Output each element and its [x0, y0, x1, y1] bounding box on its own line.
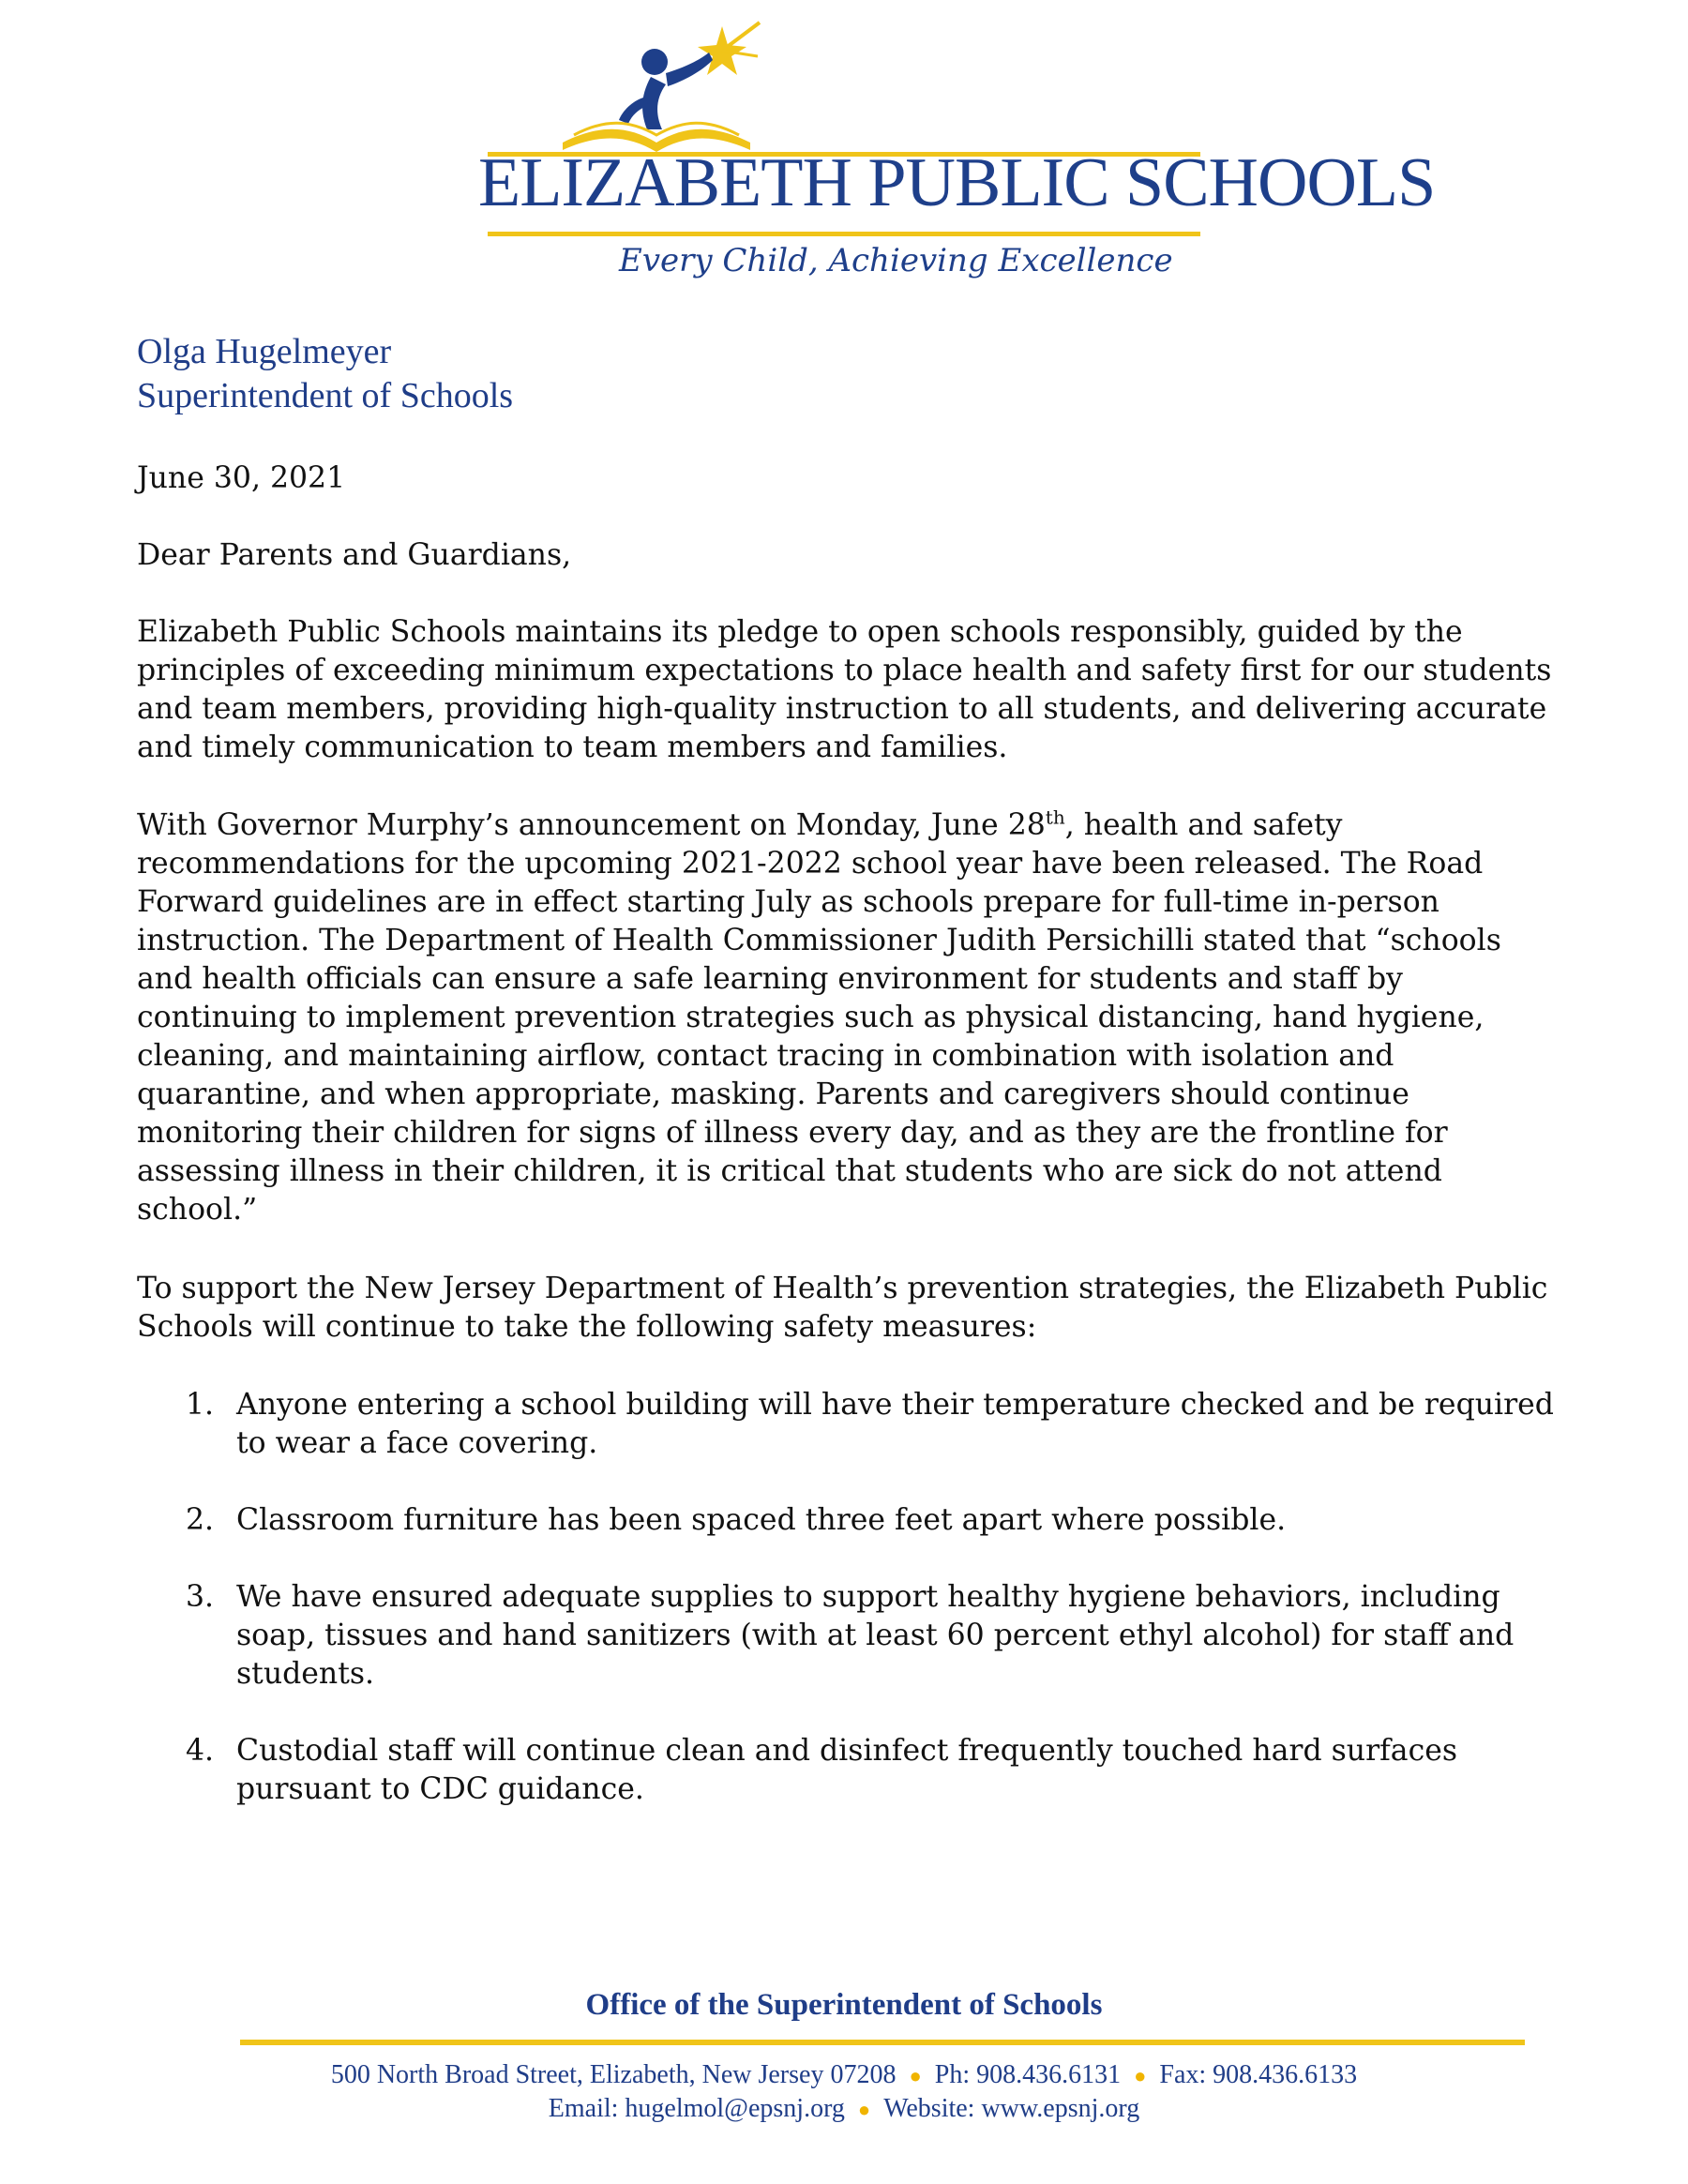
- sender-block: [137, 330, 513, 418]
- paragraph-2-start: With Governor Murphy’s announcement on Monday, June 28: [137, 808, 1046, 842]
- paragraph-2: [137, 806, 1562, 1229]
- district-tagline: Every Child, Achieving Excellence: [619, 242, 1173, 279]
- footer-address: 500 North Broad Street, Elizabeth, New Jersey 07208: [330, 2060, 897, 2089]
- paragraph-3: To support the New Jersey Department of Health’s prevention strategies, the Elizabeth Public Schools will continue to take the following safety measures:: [137, 1272, 1548, 1344]
- list-item: [137, 1732, 1562, 1809]
- list-item-number: 4.: [186, 1734, 215, 1768]
- salutation: Dear Parents and Guardians,: [137, 538, 572, 572]
- footer-rule: [240, 2040, 1525, 2045]
- sender-title: Superintendent of Schools: [137, 376, 514, 415]
- paragraph-1: Elizabeth Public Schools maintains its pledge to open schools responsibly, guided by the principles of exceeding minimum expectations to place health and safety first for our students and team members, providing high-quality instruction to all students, and delivering accurate and timely communication to team members and families.: [137, 615, 1552, 764]
- sender-name: Olga Hugelmeyer: [137, 332, 392, 371]
- footer-email-link[interactable]: Email: hugelmol@epsnj.org: [548, 2094, 845, 2123]
- letter-date: June 30, 2021: [137, 461, 346, 495]
- logo-bottom-rule: [488, 232, 1200, 236]
- district-name: ELIZABETH PUBLIC SCHOOLS: [478, 144, 1436, 221]
- list-item: [137, 1501, 1562, 1540]
- list-item-text: Custodial staff will continue clean and disinfect frequently touched hard surfaces pursuant to CDC guidance.: [236, 1734, 1458, 1806]
- paragraph-2-superscript: th: [1045, 806, 1065, 829]
- list-item-number: 2.: [186, 1503, 215, 1537]
- bullet-dot-icon: ●: [857, 2098, 871, 2121]
- footer-website-link[interactable]: Website: www.epsnj.org: [883, 2094, 1140, 2123]
- list-item-number: 3.: [186, 1580, 215, 1614]
- safety-measures-list: [137, 1386, 1562, 1847]
- footer-contact-line: [0, 2060, 1688, 2090]
- list-item-text: We have ensured adequate supplies to support healthy hygiene behaviors, including soap, tissues and hand sanitizers (with at least 60 percent ethyl alcohol) for staff and students.: [236, 1580, 1515, 1691]
- bullet-dot-icon: ●: [1134, 2064, 1147, 2087]
- footer-web-line: [0, 2094, 1688, 2124]
- list-item: [137, 1578, 1562, 1694]
- list-item-text: Anyone entering a school building will have their temperature checked and be required to wear a face covering.: [236, 1388, 1554, 1460]
- footer-phone: Ph: 908.436.6131: [934, 2060, 1122, 2089]
- list-item: [137, 1386, 1562, 1463]
- bullet-dot-icon: ●: [909, 2064, 922, 2087]
- paragraph-2-rest: , health and safety recommendations for the upcoming 2021-2022 school year have been released. The Road Forward guidelines are in effect starting July as schools prepare for full-time in-person instruction. The Department of Health Commissioner Judith Persichilli stated that “schools and health officials can ensure a safe learning environment for students and staff by continuing to implement prevention strategies such as physical distancing, hand hygiene, cleaning, and maintaining airflow, contact tracing in combination with isolation and quarantine, and when appropriate, masking. Parents and caregivers should continue monitoring their children for signs of illness every day, and as they are the frontline for assessing illness in their children, it is critical that students who are sick do not attend school.”: [137, 808, 1501, 1227]
- list-item-number: 1.: [186, 1388, 215, 1422]
- footer-fax: Fax: 908.436.6133: [1159, 2060, 1358, 2089]
- footer-office-title: Office of the Superintendent of Schools: [585, 1988, 1103, 2022]
- list-item-text: Classroom furniture has been spaced three feet apart where possible.: [236, 1503, 1287, 1537]
